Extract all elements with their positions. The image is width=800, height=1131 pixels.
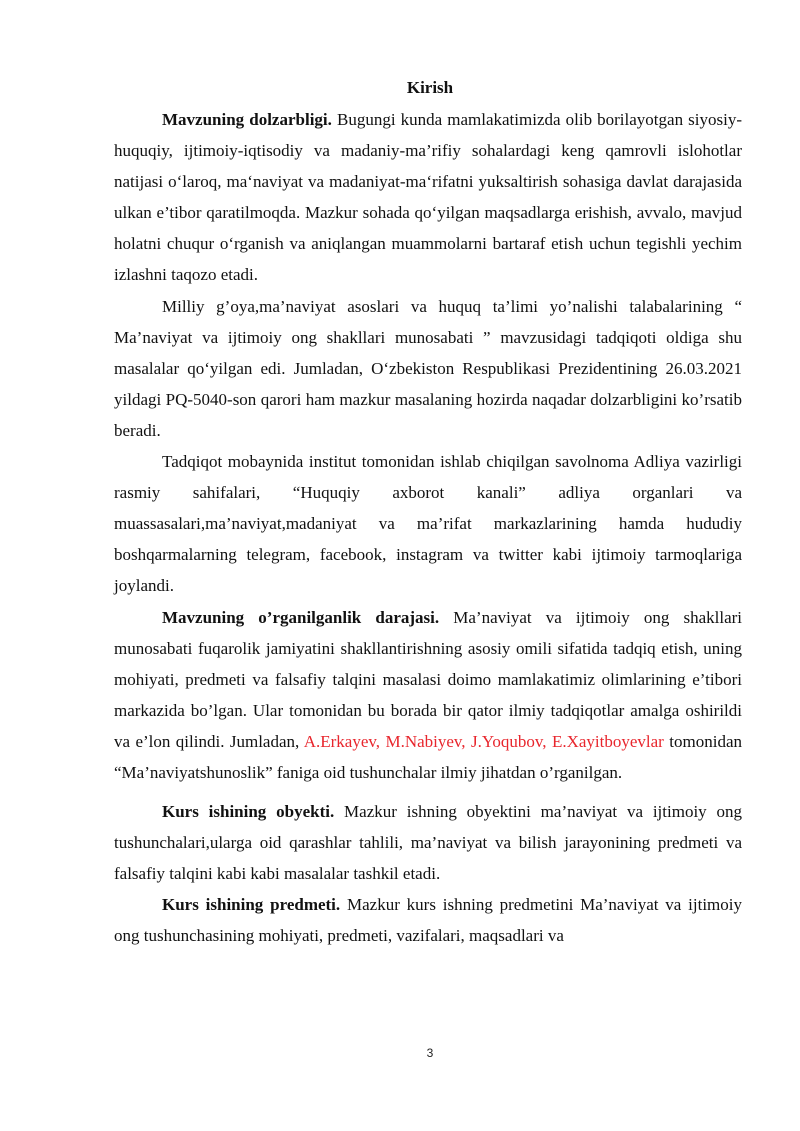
paragraph-heading: Kurs ishining predmeti. — [162, 895, 341, 915]
page-number: 3 — [426, 1046, 434, 1060]
paragraph-object — [114, 796, 742, 889]
paragraph-text: Milliy g’oya,ma’naviyat asoslari va huquq ta’limi yo’nalishi talabalarining “ Ma’naviyat va ijtimoiy ong shakllari munosabati ” mavzusidagi tadqiqoti oldiga shu masalalar qoʻyilgan edi. Jumladan, Oʻzbekiston Respublikasi Prezidentining 26.03.2021 yildagi PQ-5040-son qarori ham mazkur masalaning hozirda naqadar dolzarbligini ko’rsatib beradi. — [114, 296, 742, 440]
paragraph-text: Tadqiqot mobaynida institut tomonidan ishlab chiqilgan savolnoma Adliya vazirligi rasmiy sahifalari, “Huquqiy axborot kanali” adliya organlari va muassasalari,ma’naviyat,madaniyat va ma’rifat markazlarining hamda hududiy boshqarmalarning telegram, facebook, instagram va twitter kabi ijtimoiy tarmoqlariga joylandi. — [114, 452, 742, 596]
paragraph-text: Bugungi kunda mamlakatimizda olib borilayotgan siyosiy-huquqiy, ijtimoiy-iqtisodiy va madaniy-ma’rifiy sohalardagi keng qamrovli islohotlar natijasi oʻlaroq, maʻnaviyat va madaniyat-maʻrifatni yuksaltirish sohasiga davlat darajasida ulkan e’tibor qaratilmoqda. Mazkur sohada qoʻyilgan maqsadlarga erishish, avvalo, mavjud holatni chuqur oʻrganish va aniqlangan muammolarni bartaraf etish uchun tegishli yechim izlashni taqozo etadi. — [114, 110, 742, 285]
paragraph-heading: Mavzuning dolzarbligi. — [162, 110, 332, 129]
paragraph-text: Ma’naviyat va ijtimoiy ong shakllari munosabati fuqarolik jamiyatini shakllantirishning asosiy omili sifatida tadqiq etish, uning mohiyati, predmeti va falsafiy talqini masalasi doimo mamlakatimiz olimlarining e’tibori markazida bo’lgan. Ular tomonidan bu borada bir qator ilmiy tadqiqotlar amalga oshirildi va e’lon qilindi. Jumladan, — [114, 607, 743, 751]
paragraph-subject — [114, 889, 742, 951]
paragraph-heading: Kurs ishining obyekti. — [162, 802, 335, 822]
paragraph-text: tomonidan “Ma’naviyatshunoslik” faniga oid tushunchalar ilmiy jihatdan o’rganilgan. — [114, 731, 742, 782]
paragraph-text: Mazkur ishning obyektini ma’naviyat va ijtimoiy ong tushunchalari,ularga oid qarashlar tahlili, ma’naviyat va bilish jarayonining predmeti va falsafiy talqini kabi kabi masalalar tashkil etadi. — [114, 802, 743, 884]
paragraph-research-task — [114, 291, 742, 446]
paragraph-relevance — [114, 104, 742, 291]
document-body — [114, 104, 742, 952]
author-names: A.Erkayev, M.Nabiyev, J.Yoqubov, E.Xayitboyevlar — [303, 731, 664, 751]
page-title: Kirish — [406, 78, 454, 97]
paragraph-heading: Mavzuning o’rganilganlik darajasi. — [162, 607, 440, 627]
paragraph-text: Mazkur kurs ishning predmetini Ma’naviyat va ijtimoiy ong tushunchasining mohiyati, predmeti, vazifalari, maqsadlari va — [114, 895, 742, 946]
paragraph-study-level — [114, 602, 742, 789]
paragraph-survey — [114, 446, 742, 601]
